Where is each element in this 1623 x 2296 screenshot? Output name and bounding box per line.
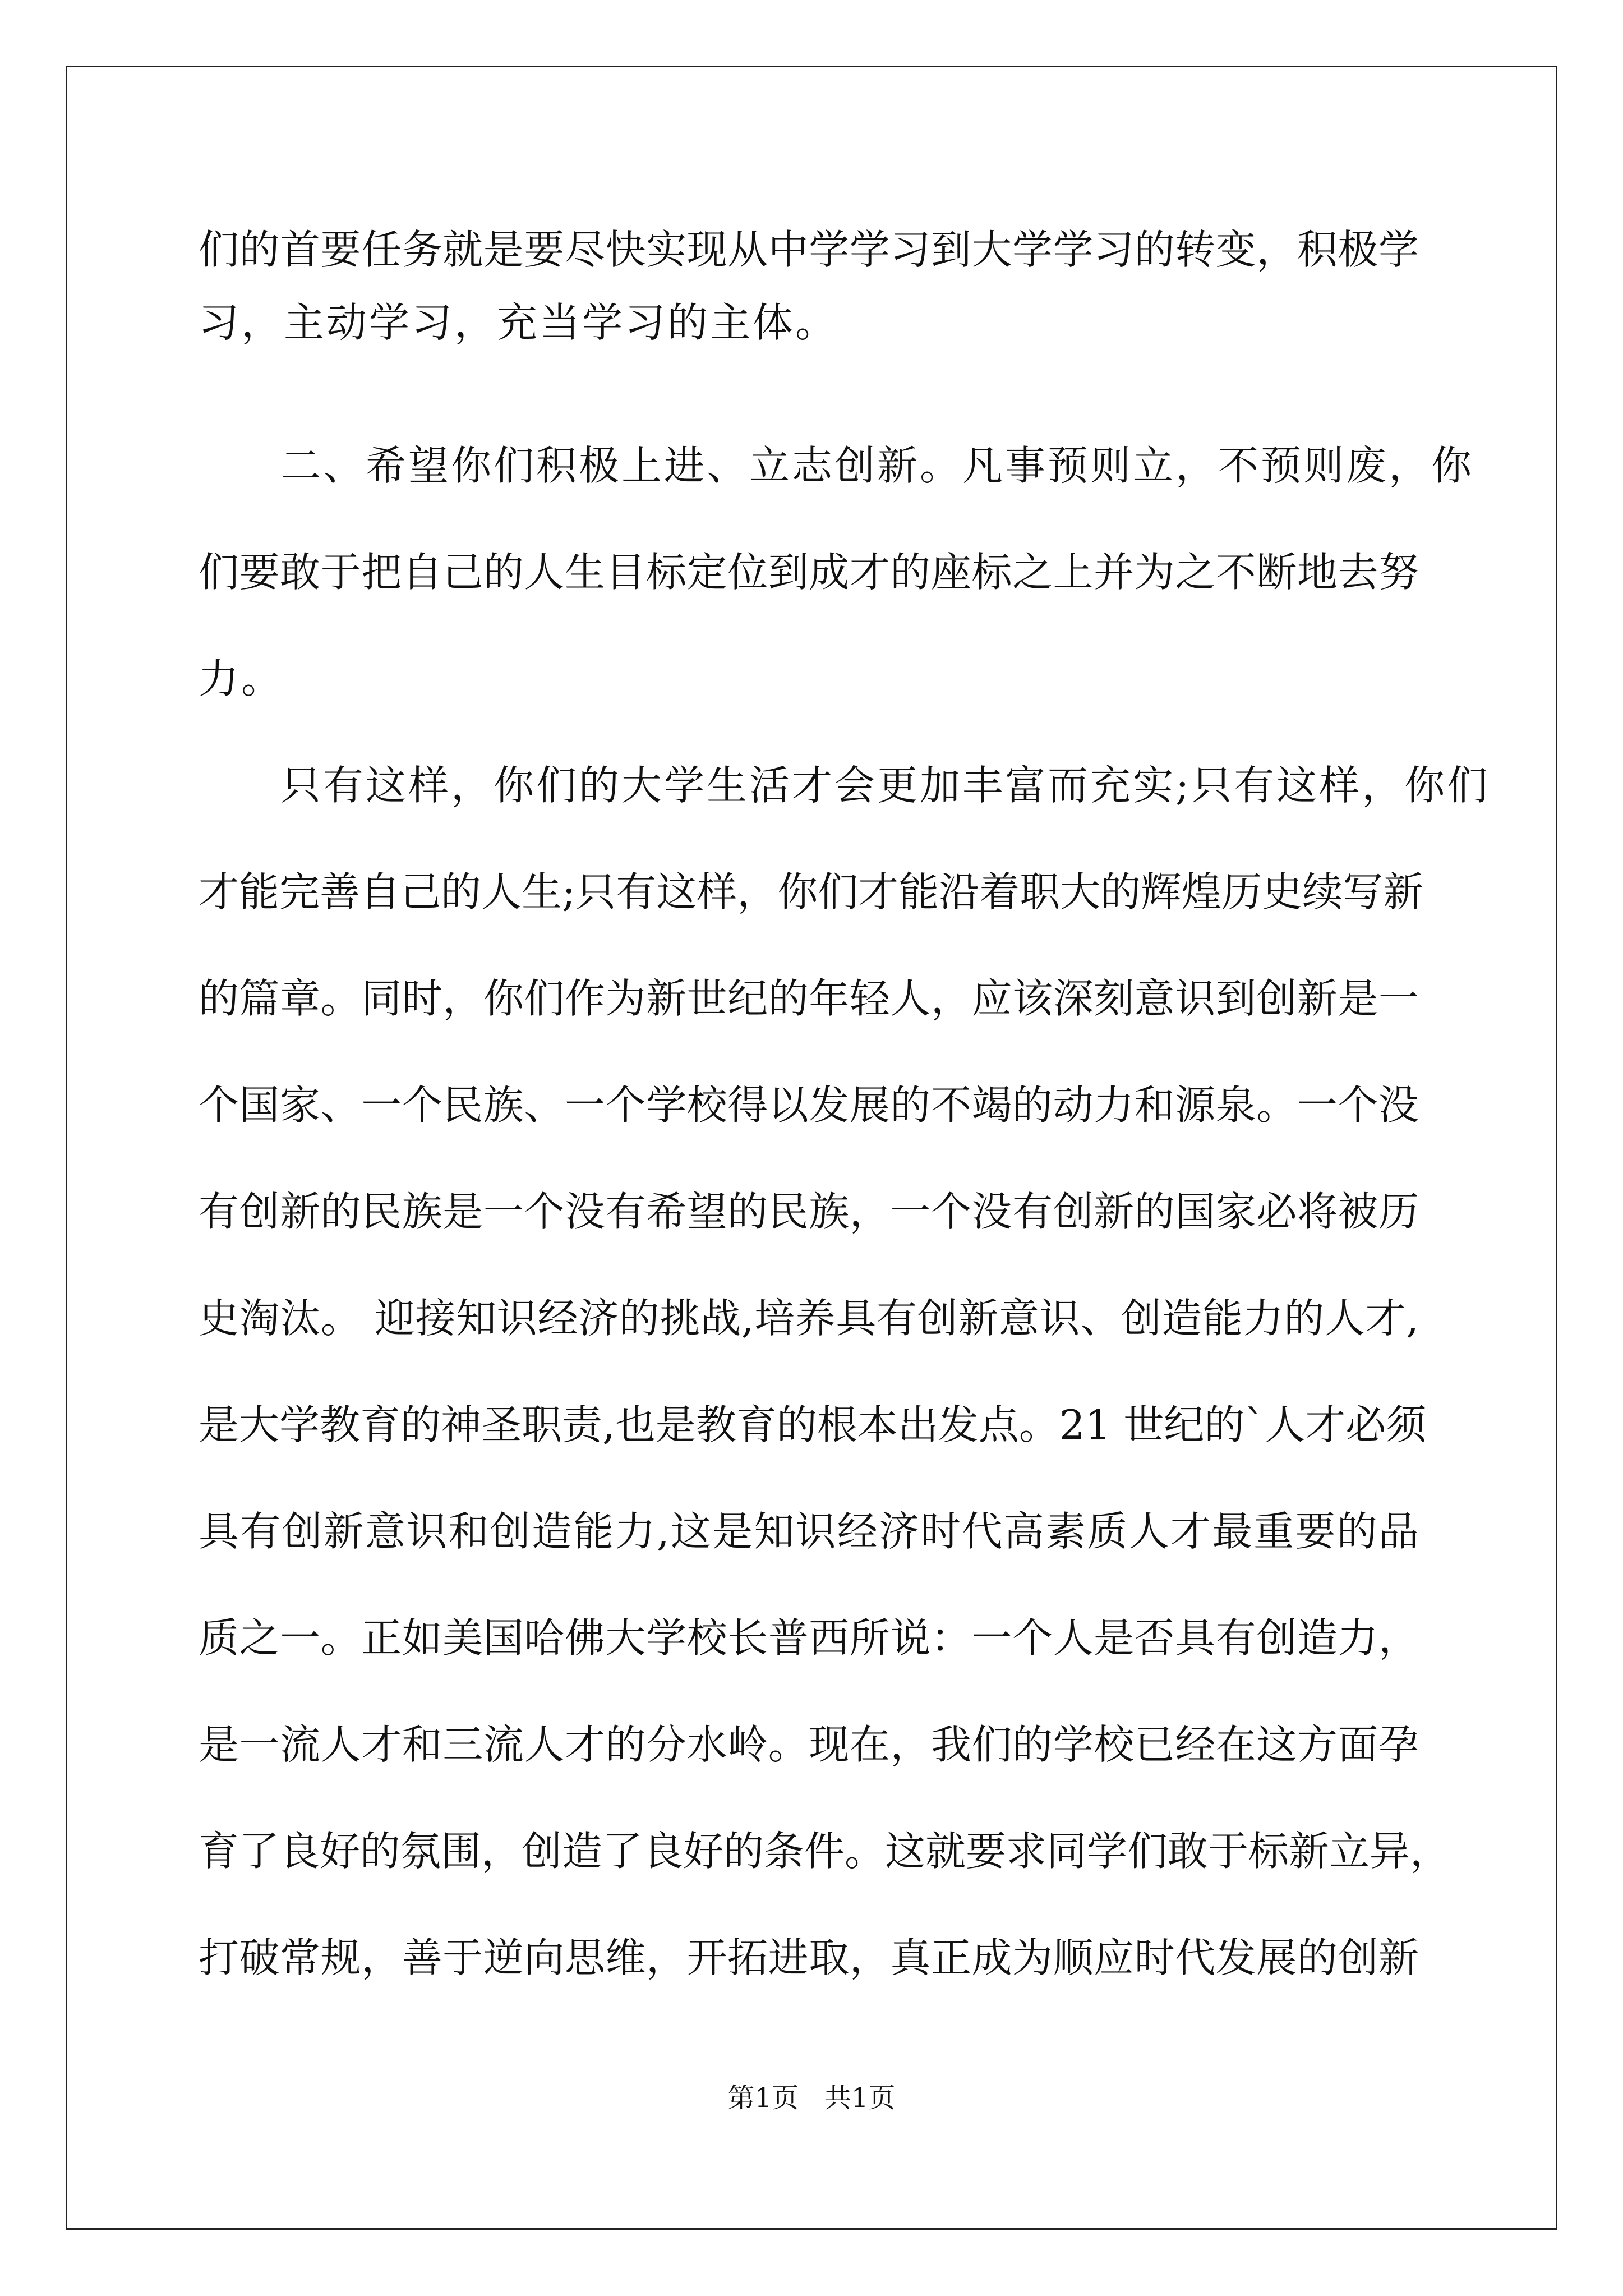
text-line-14: 质之一。正如美国哈佛大学校长普西所说：一个人是否具有创造力， [199,1614,1419,1662]
text-line-2: 习，主动学习，充当学习的主体。 [199,299,838,346]
text-line-9: 个国家、一个民族、一个学校得以发展的不竭的动力和源泉。一个没 [199,1082,1419,1129]
text-line-6: 只有这样，你们的大学生活才会更加丰富而充实;只有这样，你们 [280,762,1490,809]
text-line-13: 具有创新意识和创造能力,这是知识经济时代高素质人才最重要的品 [199,1508,1419,1555]
text-line-8: 的篇章。同时，你们作为新世纪的年轻人，应该深刻意识到创新是一 [199,975,1419,1022]
text-line-12: 是大学教育的神圣职责,也是教育的根本出发点。21 世纪的`人才必须 [199,1401,1427,1448]
page-border [66,66,1557,2230]
text-line-7: 才能完善自己的人生;只有这样，你们才能沿着职大的辉煌历史续写新 [199,868,1424,915]
text-line-17: 打破常规，善于逆向思维，开拓进取，真正成为顺应时代发展的创新 [199,1934,1419,1981]
page-number-footer: 第1页 共1页 [727,2082,896,2114]
text-line-4: 们要敢于把自己的人生目标定位到成才的座标之上并为之不断地去努 [199,549,1419,596]
text-line-1: 们的首要任务就是要尽快实现从中学学习到大学学习的转变，积极学 [199,226,1419,273]
text-line-15: 是一流人才和三流人才的分水岭。现在，我们的学校已经在这方面孕 [199,1721,1419,1768]
text-line-11: 史淘汰。 迎接知识经济的挑战,培养具有创新意识、创造能力的人才, [199,1295,1419,1342]
text-line-5: 力。 [199,655,284,702]
text-line-16: 育了良好的氛围，创造了良好的条件。这就要求同学们敢于标新立异， [199,1828,1451,1875]
text-line-10: 有创新的民族是一个没有希望的民族，一个没有创新的国家必将被历 [199,1188,1419,1235]
text-line-3: 二、希望你们积极上进、立志创新。凡事预则立，不预则废，你 [280,442,1474,489]
